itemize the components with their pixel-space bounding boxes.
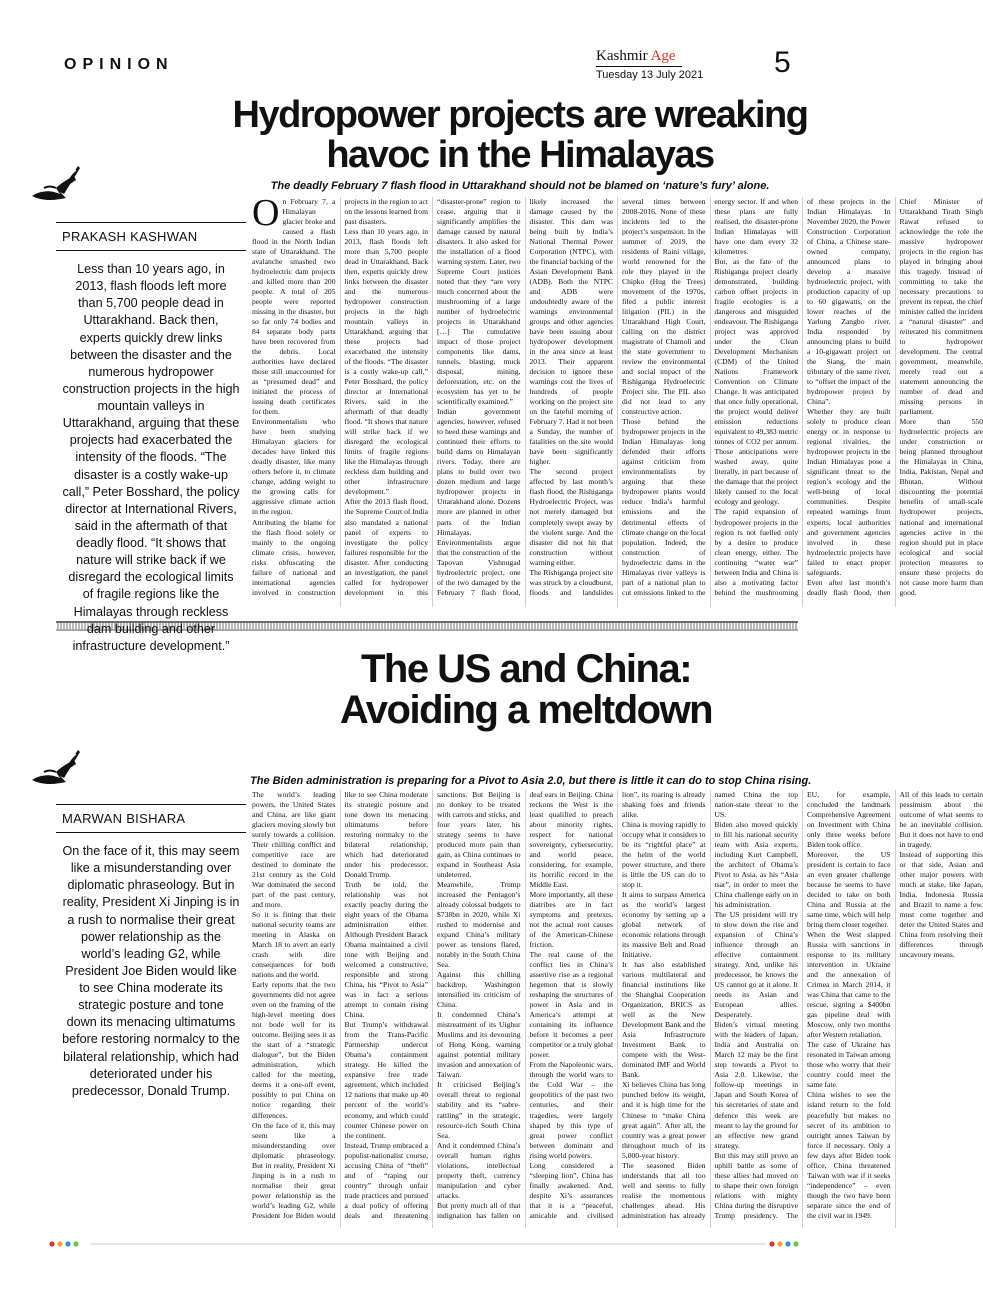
article2-paragraph: Against this chilling backdrop, Washington intensified its criticism of China.: [437, 970, 521, 1010]
article2-paragraph: More importantly, all these diatribes are in fact symptoms and pretexts, not the actual root causes of the American-Chinese friction.: [529, 890, 613, 950]
article2-paragraph: The real cause of the conflict lies in China’s assertive rise as a regional hegemon that is slowly reshaping the structures of power in Asia and in America’s attempt at containing its influence before it becomes a peer competitor or a truly global power.: [529, 950, 614, 1060]
color-dot: [57, 1241, 62, 1246]
color-dot: [785, 1241, 790, 1246]
article1-paragraph: More than 550 hydroelectric projects are under construction or being planned throughout the Himalayas in China, India, Pakistan, Nepal and Bhutan. Without discounting the potential benefits of small-scale hydropower projects, national and international agencies active in the region should put in place ecological and social protection measures to ensure these projects do not cause more harm than good.: [899, 417, 983, 597]
article2-paragraph: Moreover, the US president is certain to face an even greater challenge because he seems to have decided to take on both China and Russia at the same time, which will help bring them closer together.: [807, 850, 891, 930]
article2-body: [252, 790, 983, 1228]
article2-paragraph: Instead of supporting this or that side, Asian and other major powers with much at stake, like Japan, India, Indonesia Russia and Brazil to name a few, must come together and deter the United States and China from resolving their differences through uncavoury means.: [899, 850, 983, 960]
article2-paragraph: Biden also moved quickly to fill his national security team with Asia experts, including Kurt Campbell, the architect of Obama’s Pivot to Asia, as his “Asia tsar”, in order to meet the China challenge early on in his administration.: [714, 820, 799, 910]
article1-paragraph: Even after last month’s deadly flash flood, then Chief Minister of Uttarakhand Tirath Singh Rawat refused to acknowledge the role the massive hydropower projects in the region has played in bringing about this tragedy. Instead of committing to take the necessary precautions to prevent its repeat, the chief minister called the incident a “natural disaster” and reiterated his commitment to hydropower development. The central government, meanwhile, merely read out a statement announcing the number of dead and missing persons in parliament.: [807, 197, 983, 597]
page-number: 5: [774, 46, 791, 79]
color-dot: [777, 1241, 782, 1246]
color-dot: [769, 1241, 774, 1246]
color-dot: [65, 1241, 70, 1246]
article2-paragraph: It condemned China’s mistreatment of its Uighur Muslims and its devouring of Hong Kong, warning against potential military invasion and annexation of Taiwan.: [437, 1010, 521, 1080]
article1-deck: The deadly February 7 flash flood in Uttarakhand should not be blamed on ‘nature’s fury’ alone.: [270, 180, 770, 192]
pen-icon: [26, 736, 82, 792]
article1-paragraph: Those behind the hydropower projects in the Indian Himalayas long defended their efforts against criticism from environmentalists by arguing that these hydropower plants would reduce India’s harmful emissions and the detrimental effects of climate change on the local population. Indeed, the construction of hydroelectric dams in the Himalayas river valleys is part of a national plan to cut emissions linked to the energy sector. If and when these plans are fully realised, the disaster-prone Indian Himalayas will have one dam every 32 kilometres.: [622, 197, 798, 597]
article1-byline: [56, 222, 246, 655]
article2-paragraph: Truth be told, the relationship was not exactly peachy during the eight years of the Obama administration either. Although President Barack Obama maintained a civil tone with Beijing and welcomed a constructive, responsible and strong China, his “Pivot to Asia” was in fact a serious attempt to contain rising China.: [344, 880, 428, 1020]
article1-paragraph: Environmentalists argue that the construction of the Tapovan Vishnugad hydroelectric project, one of the two damaged by the February 7 flash flood, likely increased the damage caused by the disaster. This dam was being built by India’s National Thermal Power Corporation (NTPC), with the financial backing of the Asian Development Bank (ADB). Both the NTPC and ADB were undoubtedly aware of the warnings environmental groups and other agencies have been issuing about hydropower development in the area since at least 2013. Their apparent decision to ignore these warnings cost the lives of hundreds of people working on the project site on the fateful morning of February 7. Had it not been a Sunday, the number of fatalities on the site would have been significantly higher.: [437, 197, 614, 597]
color-dot-strip: [0, 1240, 848, 1248]
article2-paragraph: And it condemned China’s overall human rights violations, intellectual property theft, currency manipulation and cyber attacks.: [437, 1140, 521, 1200]
masthead-logo: [596, 48, 766, 64]
article1-paragraph: After the 2013 flash flood, the Supreme Court of India also mandated a national panel of experts to investigate the policy failures responsible for the disaster. After conducting an investigation, the panel called for hydropower development in this “disaster-prone” region to cease, arguing that it significantly amplifies the damage caused by natural disasters. It also asked for the installation of a flood warning system. Later, two Supreme Court justices noted that they “are very much concerned about the mushrooming of a large number of hydroelectric projects in Uttarakhand […] The cumulative impact of those project components like dams, tunnels, blasting, muck disposal, mining, deforestation, etc. on the ecosystem has yet to be scientifically examined.”: [344, 197, 521, 597]
article2-paragraph: Instead, Trump embraced a populist-nationalist course, accusing China of “theft” and of “raping our country” through unfair trade practices and pursued a dual policy of offering deals and threatening sanctions. But Beijing is no donkey to be treated with carrots and sticks, and four years later, his strategy seems to have produced more pain than gain, as China continues to expand in Southeast Asia undeterred.: [344, 790, 521, 1220]
article2-headline: The US and China: Avoiding a meltdown: [339, 647, 713, 732]
article2-paragraph: The seasoned Biden understands that all too well and seems to fully realise the momentous challenges ahead. His administration has already named China the top nation-state threat to the US.: [622, 790, 798, 1220]
article1-paragraph: But, as the fate of the Rishiganga project clearly demonstrated, building carbon offset projects in fragile ecologies is a dangerous and misguided endeavour. The Rishiganga project was approved under the Clean Development Mechanism (CDM) of the United Nations Framework Convention on Climate Change. It was anticipated that once fully operational, the project would deliver emission reductions equivalent to 49,383 metric tonnes of CO2 per annum. Those anticipations were washed away, quite literally, in part because of the damage that the project likely caused to the local ecology and geology.: [714, 257, 799, 507]
article1-paragraph: Indian government agencies, however, refused to heed these warnings and continued their efforts to build dams on Himalayan rivers. Today, there are plans to build over two dozen medium and large hydropower projects in Uttarakhand alone. Dozens more are planned in other parts of the Indian Himalayas.: [437, 407, 521, 537]
article1-paragraph: The second project affected by last month’s flash flood, the Rishiganga Hydroelectric Project, was not merely damaged but completely swept away by the violent surge. And the disaster did not hit that construction without warning either.: [529, 467, 613, 567]
article2-paragraph: From the Napoleonic wars, through the world wars to the Cold War – the geopolitics of the past two centuries, and their tragedies, were largely shaped by this type of great power conflict between dominant and rising world powers.: [529, 1060, 613, 1160]
issue-date: Tuesday 13 July 2021: [596, 69, 704, 81]
page-header: [0, 0, 848, 90]
article1-paragraph: Attributing the blame for the flash flood solely or mainly to the ongoing climate crisis, however, risks obfuscating the failure of national and international agencies involved in construction projects in the region to act on the lessons learned from past disasters.: [252, 197, 429, 597]
article1-paragraph-first-text: n February 7, a Himalayan glacier broke and caused a flash flood in the North Indian state of Uttarakhand. The avalanche smashed two hydroelectric dam projects and killed more than 200 people. A total of 205 people were reported missing in the disaster, but so far only 74 bodies and 84 separate body parts have been recovered from the debris. Local authorities have declared those still unaccounted for as “presumed dead” and initiated the process of issuing death certificates for them.: [252, 197, 336, 417]
article2-paragraph: On the face of it, this may seem like a misunderstanding over diplomatic phraseology. But in reality, President Xi Jinping is in a rush to normalise their great power relationship as the world’s leading G2, while President Joe Biden would like to see China moderate its strategic posture and tone down its menacing ultimatums before restoring normalcy to the bilateral relationship, which had deteriorated under his predecessor, Donald Trump.: [252, 790, 428, 1220]
article2-paragraph: But Trump’s withdrawal from the Trans-Pacific Partnership undercut Obama’s containment strategy. He killed the expansive free trade agreement, which included 12 nations that make up 40 percent of the world’s economy, and which could counter Chinese power on the continent.: [344, 1020, 428, 1140]
article2-paragraph: Long considered a “sleeping lion”, China has finally awakened. And, despite Xi’s assurances that it is a “peaceful, amicable and civilised lion”, its roaring is already shaking foes and friends alike.: [529, 790, 706, 1220]
article1-pull-quote: Less than 10 years ago, in 2013, flash floods left more than 5,700 people dead in Uttarakhand. Back then, experts quickly drew links between the disaster and the numerous hydropower construction projects in the high mountain valleys in Uttarakhand, arguing that these projects had exacerbated the intensity of the floods. “The disaster is a costly wake-up call,” Peter Bosshard, the policy director at International Rivers, said in the aftermath of that deadly flood. “It shows that nature will strike back if we disregard the ecological limits of fragile regions like the Himalayas through reckless dam building and other infrastructure development.”: [62, 262, 240, 653]
article2-byline: [56, 804, 246, 1100]
article2-paragraph: Early reports that the two governments did not agree even on the framing of the high-level meeting does not bode well for its outcome. Beijing sees it as the start of a “strategic dialogue”, but the Biden administration, which called for the meeting, deems it a one-off event, possibly to put China on notice regarding their differences.: [252, 980, 336, 1120]
article2-paragraph: Meanwhile, Trump increased the Pentagon’s already colossal budgets to $738bn in 2020, while Xi rushed to modernise and expand China’s military power as tensions flared, notably in the South China Sea.: [437, 880, 521, 970]
article2-paragraph: But this may still prove an uphill battle as some of these allies had moved on to shape their own foreign relations with mighty China during the disruptive Trump presidency. The EU, for example, concluded the landmark Comprehensive Agreement on Investment with China only three weeks before Biden took office.: [714, 790, 891, 1220]
masthead-rule: [596, 66, 682, 67]
article1-paragraph: Whether they are built solely to produce clean energy or in response to regional rivalries, the hydropower projects in the Indian Himalayas pose a significant threat to the region’s ecology and the well-being of local communities. Despite repeated warnings from experts, local authorities and government agencies involved in these hydroelectric projects have failed to enact proper safeguards.: [807, 407, 891, 577]
article2-paragraph: When the West slapped Russia with sanctions in response to its military intervention in Ukraine and the annexation of Crimea in March 2014, it was China that came to the rescue, signing a $400bn gas pipeline deal with Moscow, only two months after Western retaliation.: [807, 930, 891, 1040]
article2-author: MARWAN BISHARA: [62, 811, 186, 826]
article1-paragraph: Less than 10 years ago, in 2013, flash floods left more than 5,700 people dead in Uttarakhand. Back then, experts quickly drew links between the disaster and the numerous hydropower construction projects in the high mountain valleys in Uttarakhand, arguing that these projects had exacerbated the intensity of the floods. “The disaster is a costly wake-up call,” Peter Bosshard, the policy director at International Rivers, said in the aftermath of that deadly flood. “It shows that nature will strike back if we disregard the ecological limits of fragile regions like the Himalayas through reckless dam building and other infrastructure development.”: [344, 227, 428, 497]
pen-icon: [26, 152, 82, 208]
article1-paragraph-first: [252, 192, 336, 417]
article1-paragraph: The rapid expansion of hydropower projects in the region is not fuelled only by a desire to produce clean energy, either. The continuing “water war” between India and China is also a motivating factor behind the mushrooming of these projects in the Indian Himalayas. In November 2020, the Power Construction Corporation of China, a Chinese state-owned company, announced plans to develop a massive hydroelectric project, with production capacity of up to 60 gigawatts, on the lower reaches of the Yarlung Zangbo river. India responded by announcing plans to build a 10-gigawatt project on the Siang, the main tributary of the same river, to “offset the impact of the hydropower project by China”.: [714, 197, 891, 597]
article1-headline: Hydropower projects are wreaking havoc in the Himalayas: [232, 94, 808, 176]
article2-paragraph: So it is fitting that their national security teams are meeting in Alaska on March 18 to avert an early crash with dire consequences for both nations and the world.: [252, 910, 336, 980]
article2-deck: The Biden administration is preparing for a Pivot to Asia 2.0, but there is little it can do to stop China rising.: [250, 775, 812, 787]
article2-paragraph: The US president will try to slow down the rise and expansion of China’s influence through an effective containment strategy. And, unlike his predecessor, he knows the US cannot go at it alone. It needs its Asian and European allies. Desperately.: [714, 910, 798, 1020]
color-dot: [73, 1241, 78, 1246]
masthead: [596, 48, 766, 81]
article2-paragraph: It has also established various multilateral and financial institutions like the Shanghai Cooperation Organization, BRICS as well as the New Development Bank and the Asia Infrastructure Investment Bank to compete with the West-dominated IMF and World Bank.: [622, 960, 706, 1080]
article1-paragraph: The Rishiganga project site was struck by a cloudburst, floods and landslides several times between 2008-2016. None of these incidents led to the project’s suspension. In the summer of 2019, the residents of Raini village, world renowned for the role they played in the Chipko (Hug the Trees) movement of the 1970s, filed a public interest litigation (PIL) in the Uttarakhand High Court, calling on the district magistrate of Chamoli and the state government to review the environmental and social impact of the Rishiganga Hydroelectric Project site. The PIL also did not lead to any constructive action.: [529, 197, 706, 597]
article2-paragraph: The world’s leading powers, the United States and China, are like giant glaciers moving slowly but surely towards a collision. Their chilling conflict and competitive race are destined to dominate the 21st century as the Cold War dominated the second part of the past century, and more.: [252, 790, 336, 910]
article2-paragraph: But pretty much all of that indignation has fallen on deaf ears in Beijing. China reckons the West is the least qualified to preach about minority rights, respect for national sovereignty, cybersecurity, and world peace, considering, for example, its horrific record in the Middle East.: [437, 790, 613, 1220]
article1-body: [252, 192, 983, 607]
article2-paragraph: Biden’s virtual meeting with the leaders of Japan, India and Australia on March 12 may be the first step towards a Pivot to Asia 2.0. Likewise, the follow-up meetings in Japan and South Korea of his secretaries of state and defence this week are meant to lay the ground for an effective new grand strategy.: [714, 1020, 798, 1150]
logo-accent: Age: [650, 48, 676, 64]
color-dot: [793, 1241, 798, 1246]
pen-icon-graphic: [26, 152, 82, 208]
article2-paragraph: China wishes to see the island return to the fold peacefully but makes no secret of its ambition to outright annex Taiwan by force if necessary. Only a few days after Biden took office, China threatened Taiwan with war if it seeks “independence” – even though the two have been separate since the end of the civil war in 1949.: [807, 1090, 891, 1220]
article2-paragraph: It criticised Beijing’s overall threat to regional stability and its “sabre-rattling” in the strategic, resource-rich South China Sea.: [437, 1080, 521, 1140]
article2-paragraph: China is moving rapidly to occupy what it considers to be its “rightful place” at the helm of the world power structure, and there is little the US can do to stop it.: [622, 820, 706, 890]
article2-paragraph: It aims to surpass America as the world’s largest economy by setting up a global network of economic relations through its massive Belt and Road Initiative.: [622, 890, 706, 960]
pen-icon-graphic: [26, 736, 82, 792]
section-divider: [0, 620, 848, 632]
article2-paragraph: All of this leads to certain pessimism about the outcome of what seems to be an inevitable collision. But it does not have to end in tragedy.: [899, 790, 983, 850]
article1-author: PRAKASH KASHWAN: [62, 229, 198, 244]
article2-paragraph: The case of Ukraine has resonated in Taiwan among those who worry that their country could meet the same fate.: [807, 1040, 891, 1090]
color-dot: [49, 1241, 54, 1246]
article1-paragraph: Environmentalists who have been studying Himalayan glaciers for decades have linked this deadly disaster, like many others before it, to climate change, adding weight to the growing calls for aggressive climate action in the region.: [252, 417, 336, 517]
logo-main: Kashmir: [596, 48, 651, 64]
article2-pull-quote: On the face of it, this may seem like a misunderstanding over diplomatic phraseology. But in reality, President Xi Jinping is in a rush to normalise their great power relationship as the world’s leading G2, while President Joe Biden would like to see China moderate its strategic posture and tone down its menacing ultimatums before restoring normalcy to the bilateral relationship, which had deteriorated under his predecessor, Donald Trump.: [62, 844, 240, 1098]
section-label: OPINION: [64, 56, 174, 73]
dropcap: O: [252, 192, 280, 234]
article2-paragraph: Xi believes China has long punched below its weight, and it is high time for the Chinese to “make China great again”. After all, the country was a great power throughout much of its 5,000-year history.: [622, 1080, 706, 1160]
